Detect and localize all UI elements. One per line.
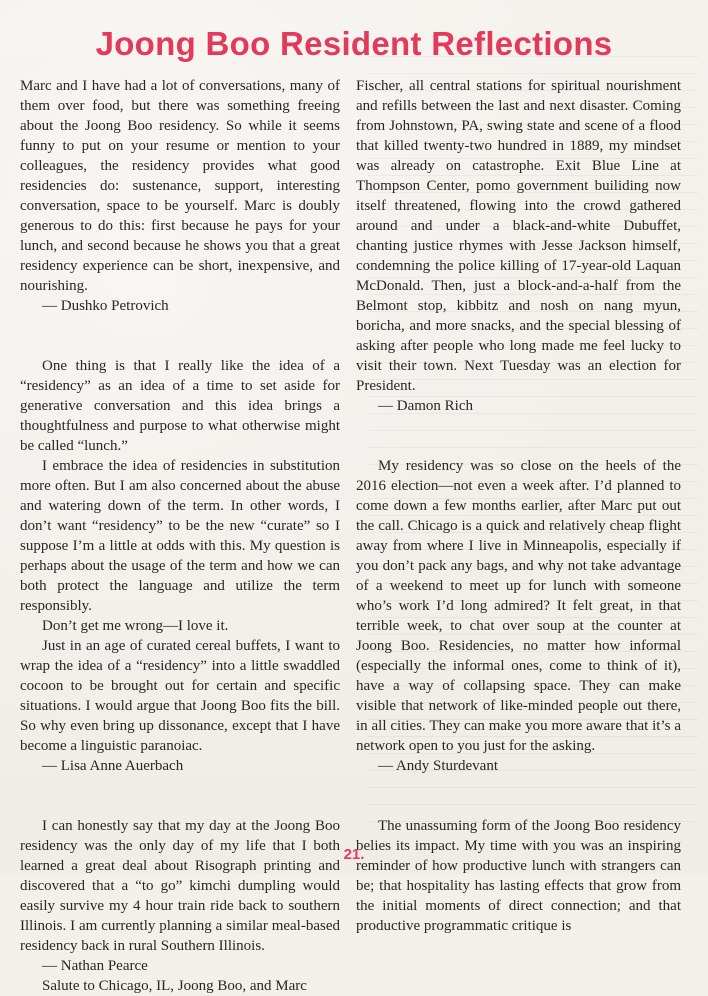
- reflection-paragraph: Marc and I have had a lot of conversations, many of them over food, but there was something freeing about the Joong Boo residency. So while it seems funny to put on your resume or mention to your colleagues, the residency provides what good residencies do: sustenance, support, interesting conversation, space to be yourself. Marc is doubly generous to do this: first because he pays for your lunch, and second because he shows you that a great residency experience can be short, inexpensive, and nourishing.: [20, 78, 340, 294]
- reflection-paragraph: Fischer, all central stations for spiritual nourishment and refills between the last and next disaster. Coming from Johnstown, PA, swing state and scene of a flood that killed twenty-two hundred in 1889, my mindset was already on catastrophe. Exit Blue Line at Thompson Center, pomo government builiding now itself threatened, flowing into the crowd gathered around and under a black-and-white Dubuffet, chanting justice rhymes with Jesse Jackson himself, condemning the police killing of 17-year-old Laquan McDonald. Then, just a block-and-a-half from the Belmont stop, kibbitz and nosh on nang myun, boricha, and more snacks, and the special blessing of asking after people who long made me feel lucky to visit their town. Next Tuesday was an election for President.: [356, 78, 681, 394]
- attribution: — Andy Sturdevant: [378, 758, 498, 774]
- section-spacer: [356, 436, 681, 456]
- reflection-paragraph: The unassuming form of the Joong Boo residency belies its impact. My time with you was an inspiring reminder of how productive lunch with strangers can be; that hospitality has lasting effects that grow from the initial moments of direct connection; and that productive programmatic critique is: [356, 818, 681, 934]
- reflection-paragraph: Don’t get me wrong—I love it.: [42, 618, 229, 634]
- attribution: — Nathan Pearce: [42, 958, 148, 974]
- page-number: 21.: [343, 846, 365, 863]
- right-column: [356, 76, 681, 934]
- section-spacer: [20, 796, 340, 816]
- reflection-paragraph: My residency was so close on the heels of the 2016 election—not even a week after. I’d planned to come down a few months earlier, after Marc put out the call. Chicago is a quick and relatively cheap flight away from where I live in Minneapolis, especially if you don’t pack any bags, and why not take advantage of a weekend to meet up for lunch with someone who’s work I’d long admired? It felt great, in that terrible week, to chat over soup at the counter at Joong Boo. Residencies, no matter how informal (especially the informal ones, come to think of it), have a way of collapsing space. They can make visible that network of like-minded people out there, in all cities. They can make you more aware that it’s a network open to you just for the asking.: [356, 458, 681, 754]
- reflection-paragraph: Just in an age of curated cereal buffets, I want to wrap the idea of a “residency” into a little swaddled cocoon to be brought out for certain and specific situations. I would argue that Joong Boo fits the bill. So why even bring up dissonance, except that I have become a linguistic paranoiac.: [20, 638, 340, 754]
- attribution: — Dushko Petrovich: [42, 298, 169, 314]
- section-spacer: [20, 336, 340, 356]
- attribution: — Damon Rich: [378, 398, 473, 414]
- left-column: [20, 76, 340, 994]
- reflection-paragraph: One thing is that I really like the idea of a “residency” as an idea of a time to set aside for generative conversation and this idea brings a thoughtfulness and purpose to what otherwise might be called “lunch.”: [20, 358, 340, 454]
- page-title: Joong Boo Resident Reflections: [95, 25, 613, 62]
- reflection-paragraph: Salute to Chicago, IL, Joong Boo, and Marc: [42, 978, 307, 994]
- reflection-paragraph: I embrace the idea of residencies in substitution more often. But I am also concerned about the abuse and watering down of the term. In other words, I don’t want “residency” to be the new “curate” so I suppose I’m a little at odds with this. My question is perhaps about the usage of the term and how we can both protect the language and utilize the term responsibly.: [20, 458, 340, 614]
- attribution: — Lisa Anne Auerbach: [42, 758, 184, 774]
- reflection-paragraph: I can honestly say that my day at the Joong Boo residency was the only day of my life that I both learned a great deal about Risograph printing and discovered that a “to go” kimchi dumpling would easily survive my 4 hour train ride back to southern Illinois. I am currently planning a similar meal-based residency back in rural Southern Illinois.: [20, 818, 340, 954]
- section-spacer: [356, 796, 681, 816]
